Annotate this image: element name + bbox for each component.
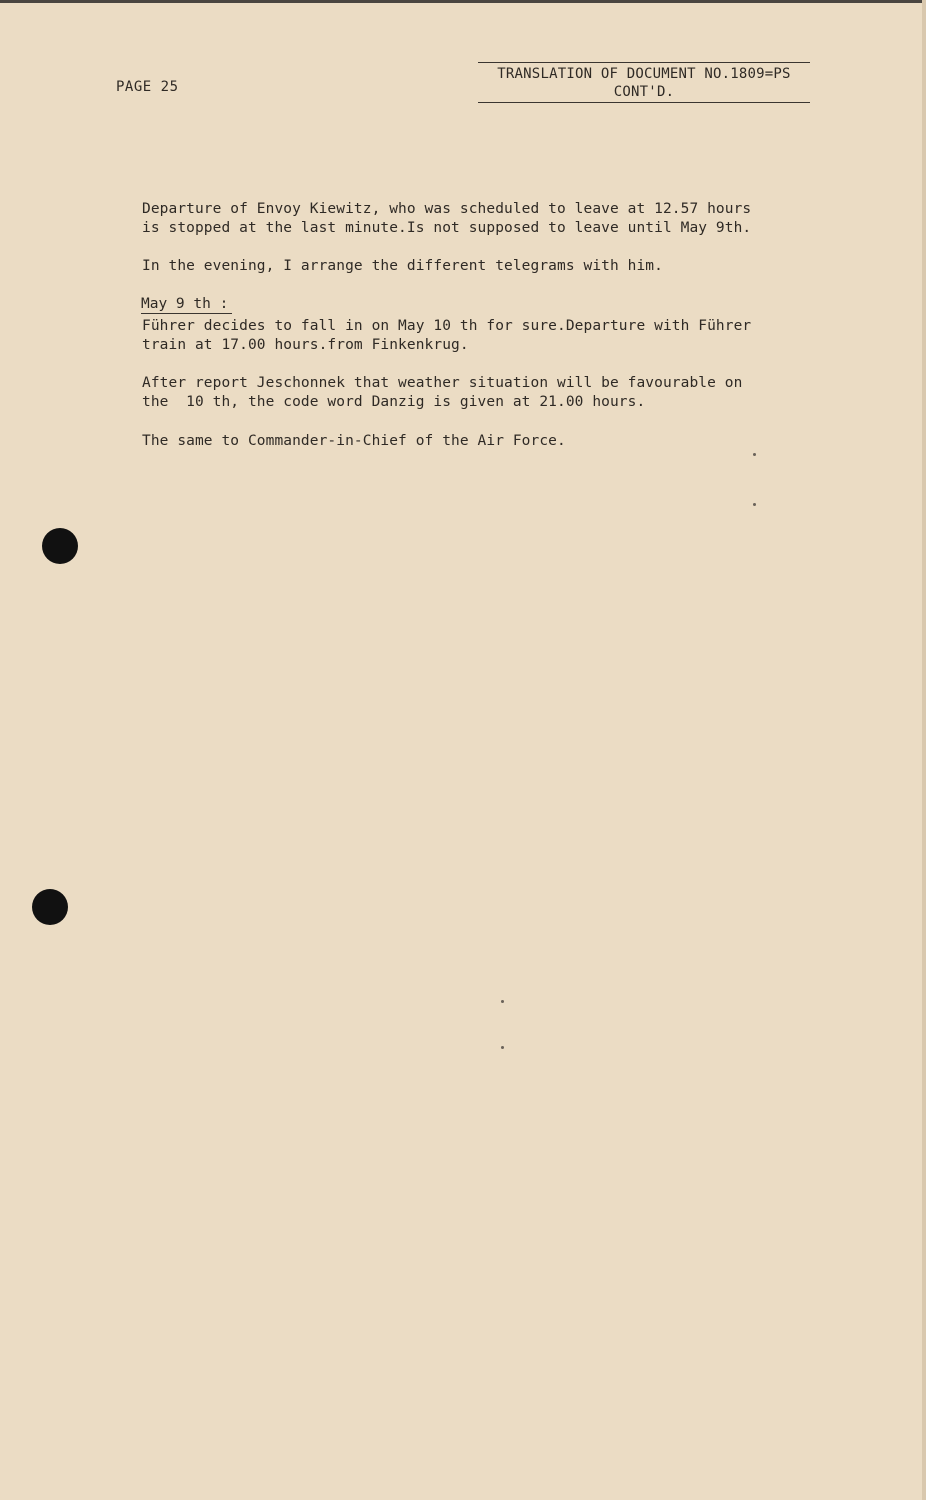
paragraph-fuhrer-decides: Führer decides to fall in on May 10 th for sure.Departure with Führer train at 17.00 hours.from Finkenkrug.	[142, 318, 752, 353]
punch-hole	[32, 889, 68, 925]
document-header-title: TRANSLATION OF DOCUMENT NO.1809=PS	[497, 66, 791, 82]
document-header-continued: CONT'D.	[613, 84, 675, 100]
punch-hole	[42, 528, 78, 564]
paragraph-code-word: After report Jeschonnek that weather situation will be favourable on the 10 th, the code word Danzig is given at 21.00 hours.	[142, 375, 743, 410]
paragraph-evening-telegrams: In the evening, I arrange the different telegrams with him.	[142, 258, 663, 274]
date-heading: May 9 th :	[141, 295, 232, 314]
page-right-edge	[922, 0, 926, 1500]
page-top-edge	[0, 0, 926, 3]
paragraph-air-force: The same to Commander-in-Chief of the Air Force.	[142, 433, 566, 449]
document-header	[478, 62, 810, 103]
paper-speck	[753, 503, 756, 506]
paper-speck	[501, 1046, 504, 1049]
paper-speck	[501, 1000, 504, 1003]
paper-speck	[753, 453, 756, 456]
page-number: PAGE 25	[116, 79, 179, 95]
paragraph-departure-envoy: Departure of Envoy Kiewitz, who was scheduled to leave at 12.57 hours is stopped at the last minute.Is not supposed to leave until May 9th.	[142, 201, 752, 236]
